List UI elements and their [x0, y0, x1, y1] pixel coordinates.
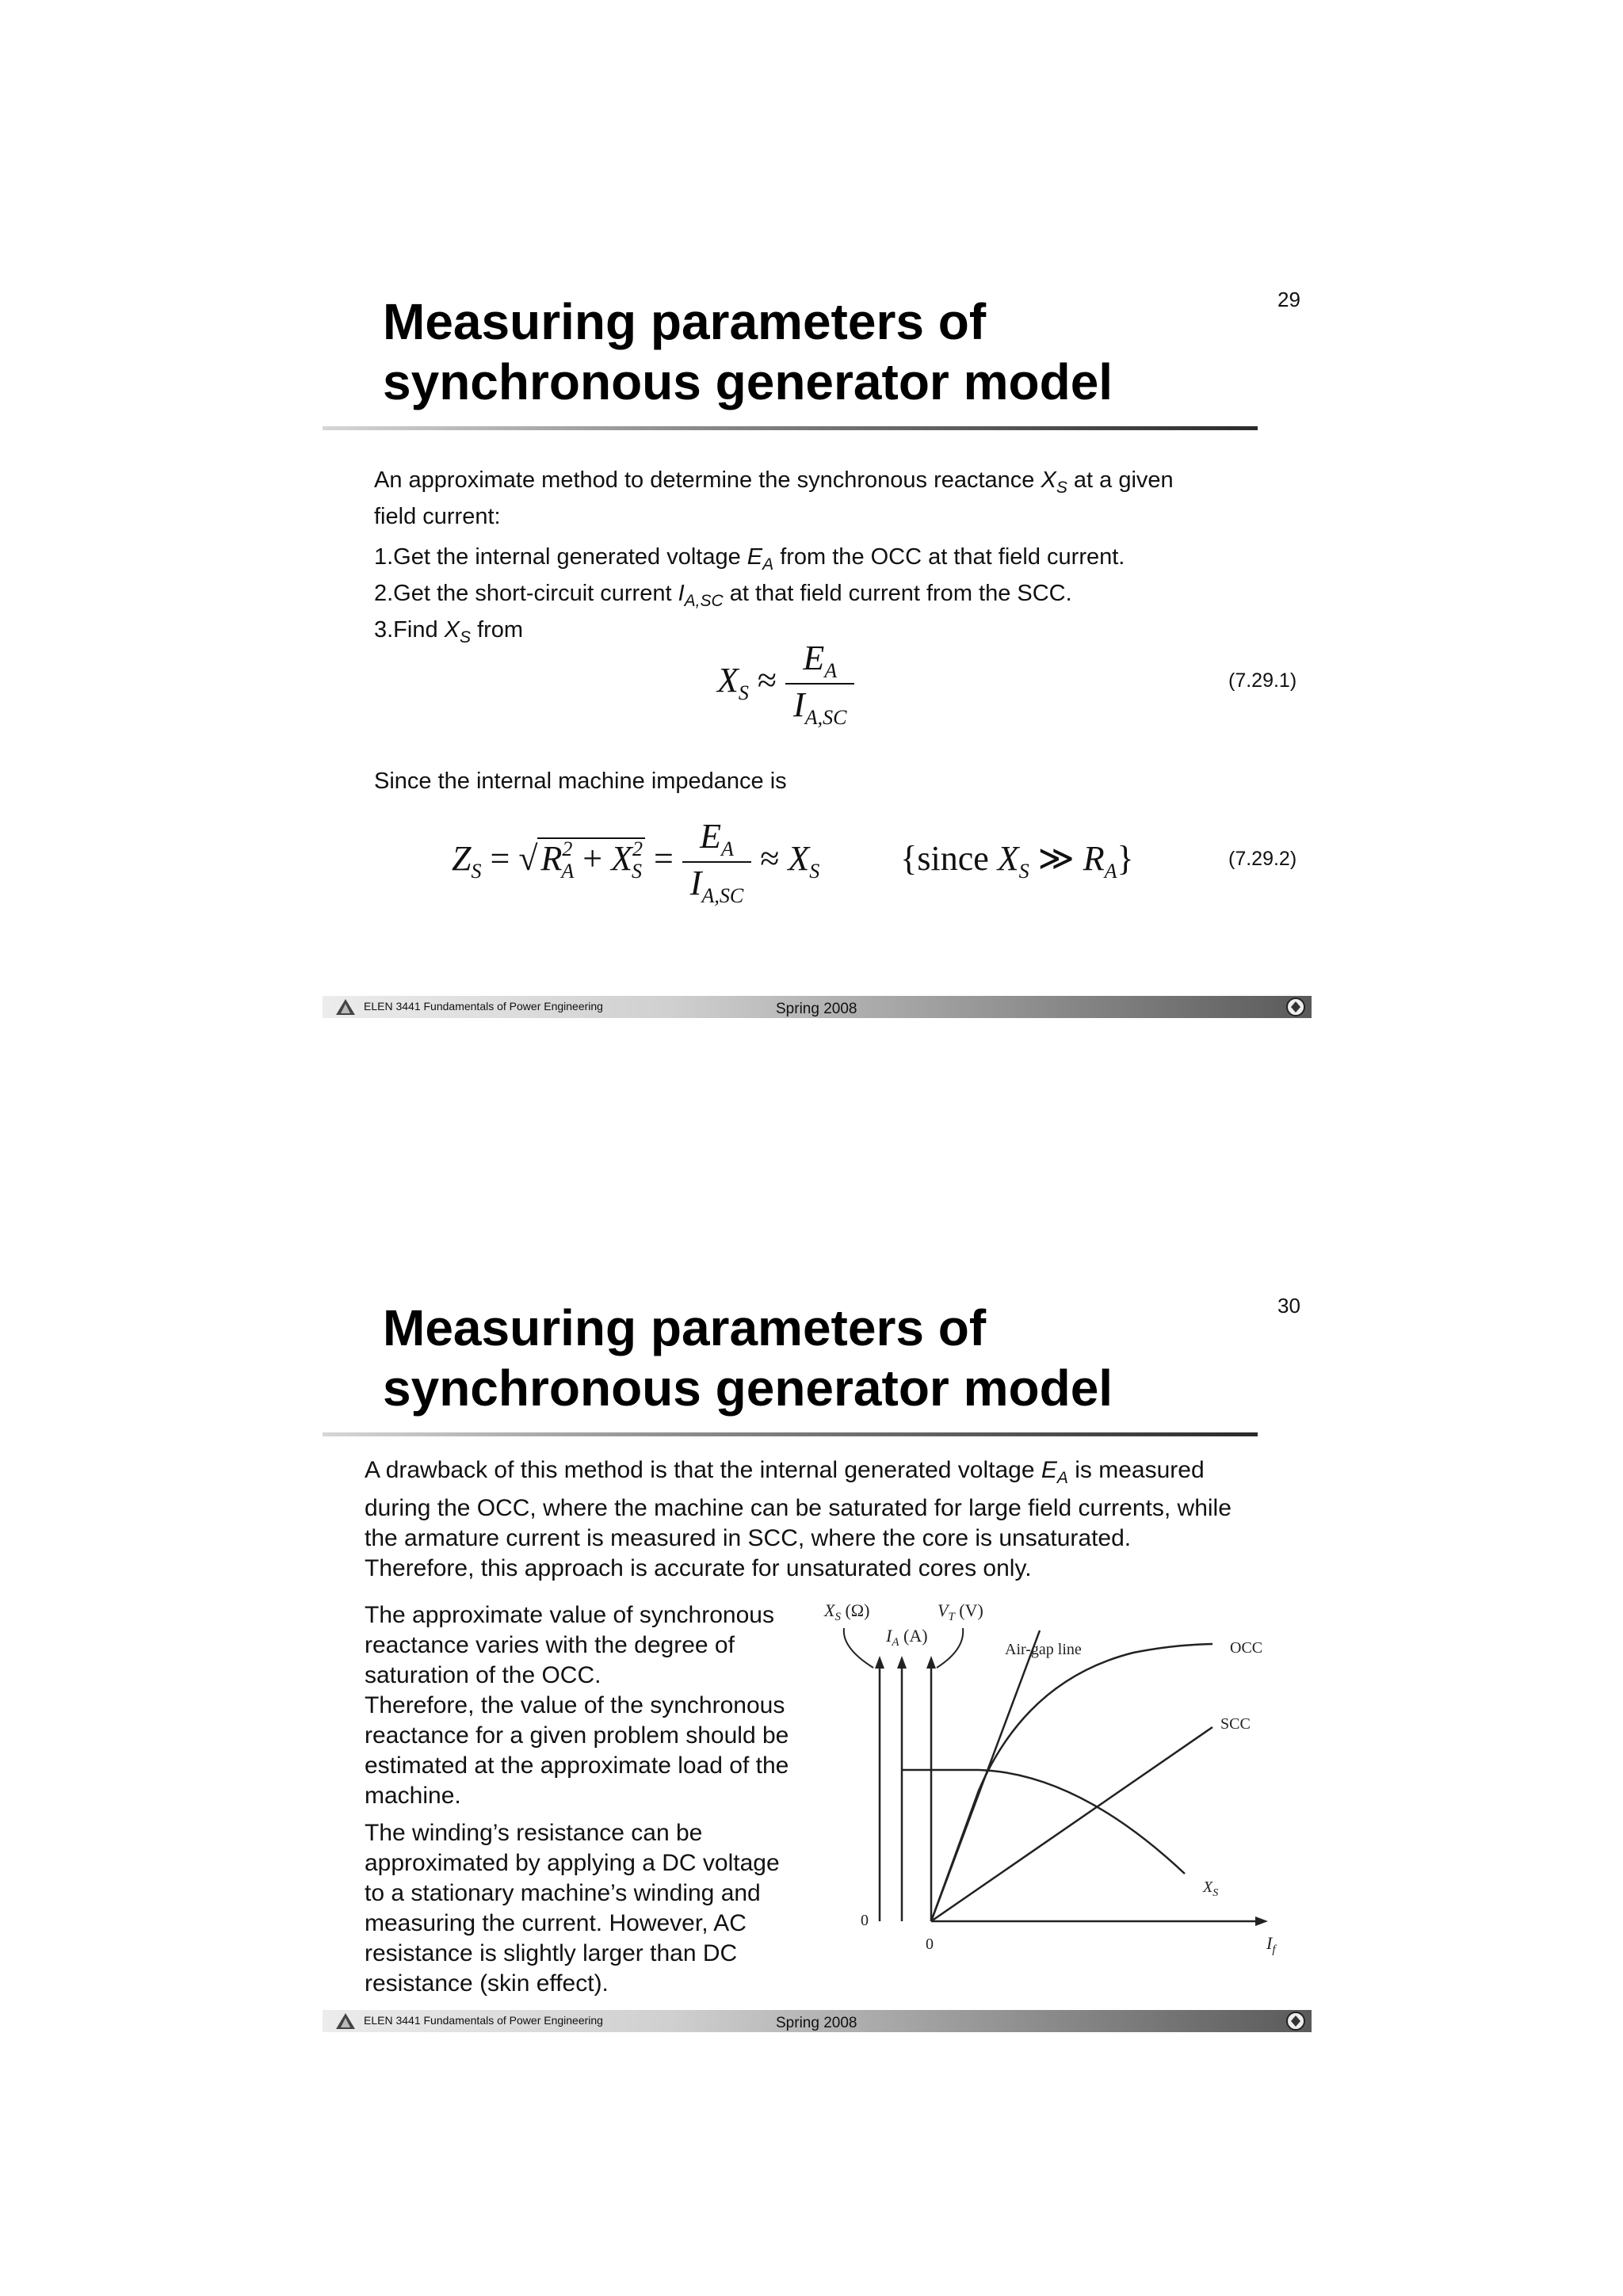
xs-curve-label: $X_S$ — [1203, 1878, 1219, 1899]
page-number: 29 — [1277, 288, 1300, 311]
slide-title — [383, 292, 1113, 412]
title-line-1: Measuring parameters of — [383, 293, 987, 350]
resistance-paragraph: The winding’s resistance can be approximated by applying a DC voltage to a stationary machine’s winding and measuring the current. However, AC resistance is slightly larger than DC resistance (skin effect). — [365, 1820, 780, 1997]
title-line-2: synchronous generator model — [383, 353, 1113, 410]
title-line-1: Measuring parameters of — [383, 1299, 987, 1356]
occ-curve — [931, 1644, 1212, 1921]
term-label: Spring 2008 — [776, 1001, 857, 1017]
xs-curve — [902, 1770, 1185, 1874]
if-axis-arrow — [1255, 1917, 1268, 1926]
equation-7-29-1: $X_S$ ≈ $\frac{E_A}{I_{A,SC}}$ — [717, 638, 854, 730]
title-line-2: synchronous generator model — [383, 1360, 1113, 1417]
term-label: Spring 2008 — [776, 2015, 857, 2031]
slide-29 — [0, 254, 1623, 1188]
drawback-paragraph: A drawback of this method is that the internal generated voltage $E_A$ is measured during the OCC, where the machine can be saturated for large field currents, while the armature current is measured in SCC, where the core is unsaturated. Therefore, this approach is accurate for unsaturated cores only. — [365, 1457, 1232, 1581]
zero-left-label: 0 — [861, 1912, 869, 1929]
slide-title — [383, 1298, 1113, 1418]
step-1: 1.Get the internal generated voltage $E_A$ from the OCC at that field current. — [374, 544, 1125, 574]
title-divider — [323, 1432, 1258, 1436]
slide-footer — [323, 2010, 1312, 2032]
ia-axis-label: $I_A$ (A) — [886, 1626, 928, 1649]
equation-7-29-2: $Z_S = √R^2_A + X^2_S$ = $\frac{E_A}{I_{A,SC}}$ ≈ $X_S$ {since $X_S$ ≫ $R_A$} — [452, 817, 1134, 907]
step-2: 2.Get the short-circuit current $I_{A,SC}$ at that field current from the SCC. — [374, 581, 1072, 610]
scc-label: SCC — [1220, 1715, 1251, 1733]
vt-axis-arrow — [926, 1656, 936, 1669]
steps-list — [374, 543, 1285, 652]
zero-right-label: 0 — [926, 1936, 934, 1953]
xs-axis-label: $X_S$ (Ω) — [824, 1600, 870, 1623]
since-paragraph: Since the internal machine impedance is — [374, 769, 787, 794]
occ-label: OCC — [1230, 1639, 1263, 1657]
xs-label-pointer — [844, 1628, 873, 1668]
if-axis-label: $I_f$ — [1266, 1933, 1276, 1956]
vt-label-pointer — [937, 1628, 963, 1668]
occ-scc-graph — [816, 1592, 1300, 1989]
xs-axis-arrow — [875, 1656, 884, 1669]
ia-axis-arrow — [897, 1656, 907, 1669]
intro-paragraph: An approximate method to determine the synchronous reactance $X_S$ at a given field current: — [374, 467, 1174, 529]
equation-label-1: (7.29.1) — [1228, 669, 1297, 692]
slide-30 — [0, 1260, 1623, 2195]
course-name: ELEN 3441 Fundamentals of Power Engineering — [364, 1000, 603, 1013]
title-divider — [323, 426, 1258, 430]
step-3: 3.Find $X_S$ from — [374, 617, 524, 646]
air-gap-label: Air-gap line — [1005, 1641, 1082, 1658]
scc-curve — [931, 1727, 1212, 1921]
slide-footer — [323, 996, 1312, 1018]
equation-label-2: (7.29.2) — [1228, 848, 1297, 870]
university-logo-icon — [334, 997, 357, 1016]
saturation-paragraph: The approximate value of synchronous reactance varies with the degree of saturation of the OCC. Therefore, the value of the synchronous reactance for a given problem should be estimated at the approximate load of the machine. — [365, 1602, 789, 1809]
seal-logo-icon — [1285, 997, 1307, 1017]
page-number: 30 — [1277, 1294, 1300, 1318]
course-name: ELEN 3441 Fundamentals of Power Engineering — [364, 2014, 603, 2027]
university-logo-icon — [334, 2012, 357, 2031]
seal-logo-icon — [1285, 2011, 1307, 2031]
vt-axis-label: $V_T$ (V) — [938, 1600, 983, 1623]
